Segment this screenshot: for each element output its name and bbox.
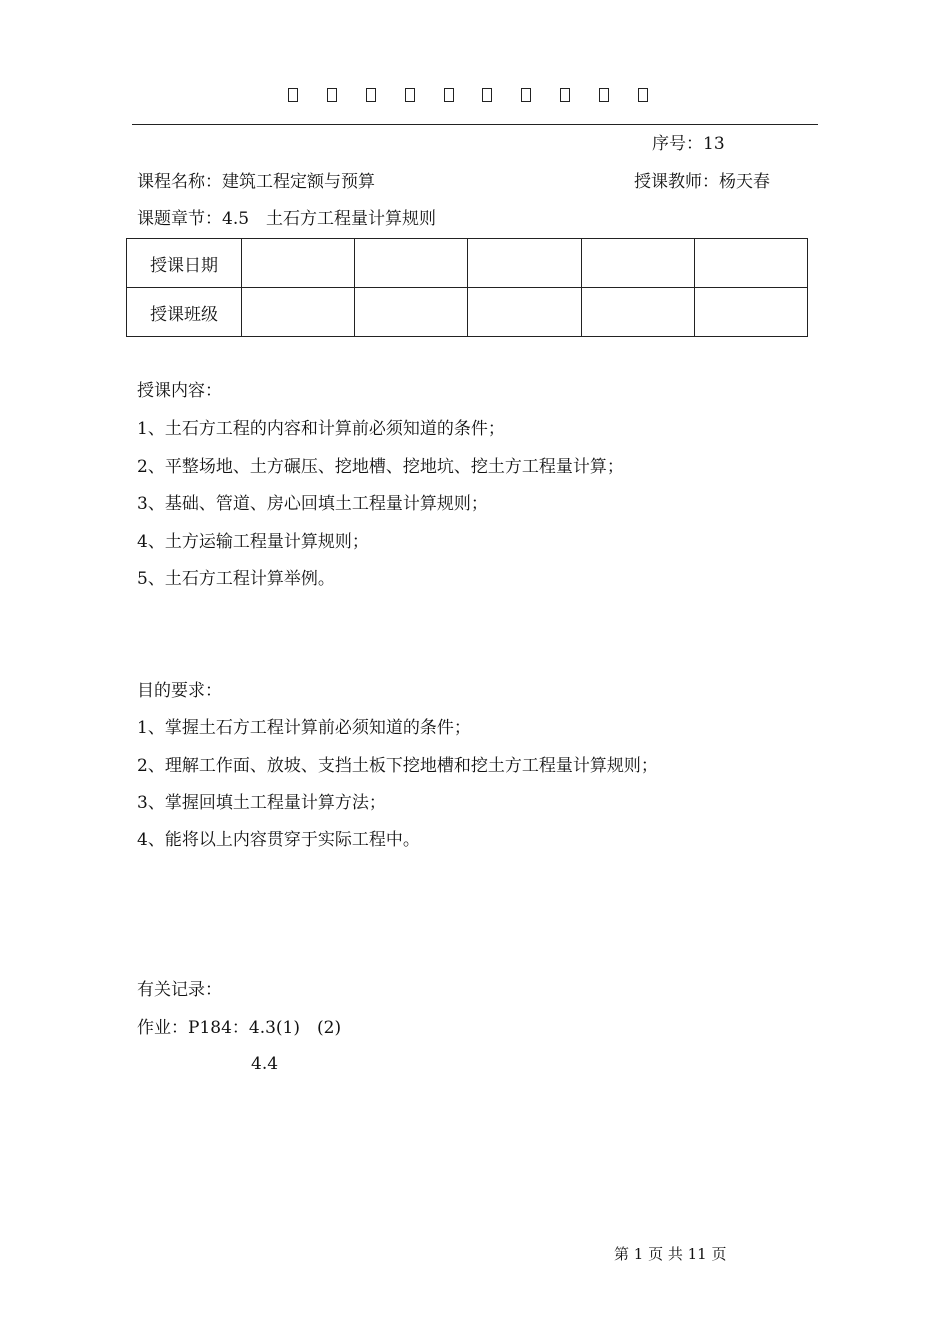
header-placeholder-glyphs [288,88,648,102]
missing-glyph-box [366,88,376,102]
class-cell [355,288,468,337]
records-heading: 有关记录： [137,980,222,1000]
serial-number: 序号：13 [652,134,725,154]
class-cell [242,288,355,337]
class-cell [694,288,807,337]
class-cell [581,288,694,337]
date-cell [242,239,355,288]
class-label: 授课班级 [127,288,242,337]
table-row [127,288,808,337]
content-heading: 授课内容： [137,381,222,401]
missing-glyph-box [288,88,298,102]
objectives-heading: 目的要求： [137,681,222,701]
content-item: 3、基础、管道、房心回填土工程量计算规则； [137,494,488,514]
content-item: 2、平整场地、土方碾压、挖地槽、挖地坑、挖土方工程量计算； [137,457,624,477]
date-cell [694,239,807,288]
course-name: 课程名称：建筑工程定额与预算 [137,172,375,192]
date-cell [581,239,694,288]
header-rule [132,124,818,125]
objective-item: 2、理解工作面、放坡、支挡土板下挖地槽和挖土方工程量计算规则； [137,756,658,776]
content-item: 4、土方运输工程量计算规则； [137,532,369,552]
date-cell [468,239,581,288]
missing-glyph-box [560,88,570,102]
table-row [127,239,808,288]
schedule-table [126,238,808,337]
class-cell [468,288,581,337]
objective-item: 4、能将以上内容贯穿于实际工程中。 [137,830,420,850]
missing-glyph-box [638,88,648,102]
content-item: 1、土石方工程的内容和计算前必须知道的条件； [137,419,505,439]
missing-glyph-box [405,88,415,102]
page-number: 第 1 页 共 11 页 [614,1245,727,1263]
teacher-name: 授课教师：杨天春 [634,172,770,192]
missing-glyph-box [444,88,454,102]
topic-chapter: 课题章节：4.5 土石方工程量计算规则 [137,209,437,229]
missing-glyph-box [521,88,531,102]
objective-item: 3、掌握回填土工程量计算方法； [137,793,386,813]
objective-item: 1、掌握土石方工程计算前必须知道的条件； [137,718,471,738]
missing-glyph-box [599,88,609,102]
homework-line: 4.4 [251,1054,279,1074]
missing-glyph-box [327,88,337,102]
date-label: 授课日期 [127,239,242,288]
homework-line: 作业：P184：4.3(1) (2) [137,1018,342,1038]
content-item: 5、土石方工程计算举例。 [137,569,335,589]
date-cell [355,239,468,288]
missing-glyph-box [482,88,492,102]
